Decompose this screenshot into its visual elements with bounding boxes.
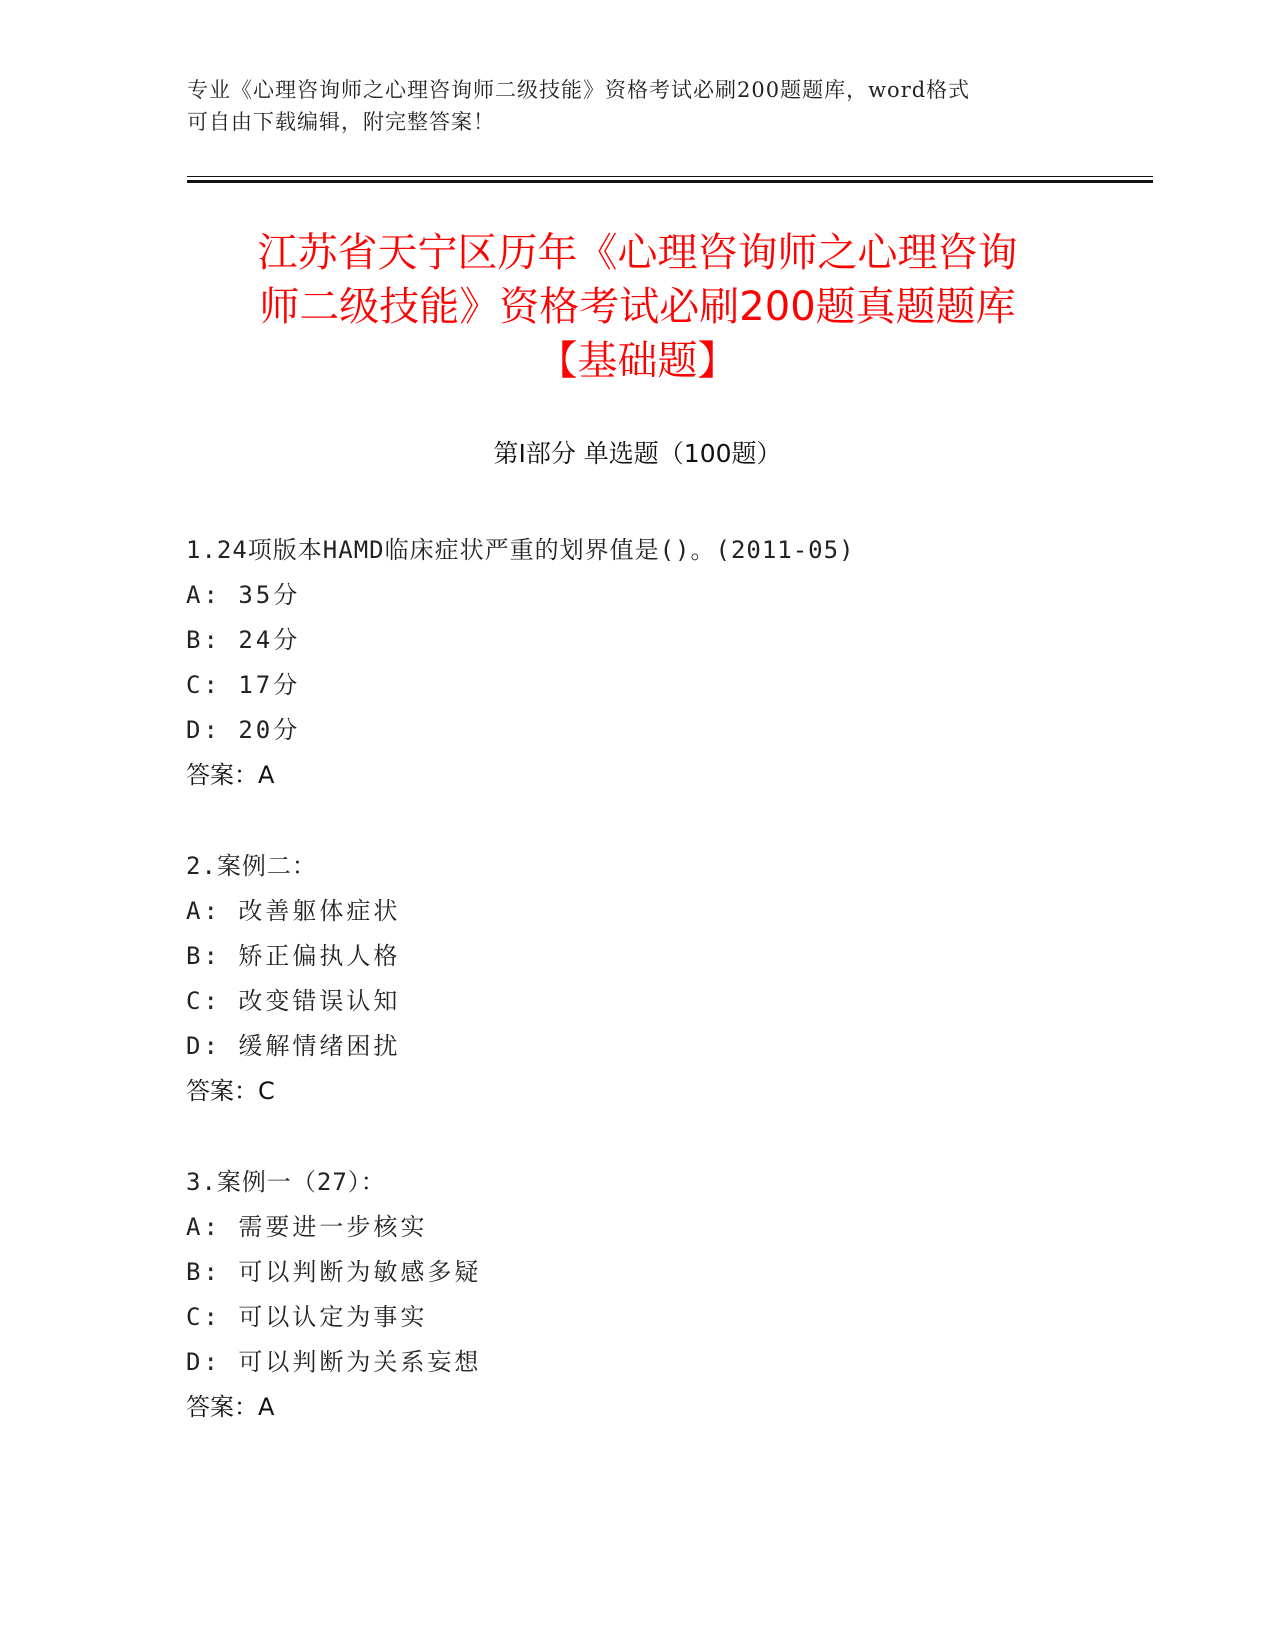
option-b: B: 24分 [186, 626, 301, 654]
option-c: C: 改变错误认知 [186, 987, 401, 1015]
document-title [150, 226, 1125, 388]
question-stem: 2.案例二： [186, 852, 317, 880]
option-c: C: 17分 [186, 671, 301, 699]
question-1 [186, 528, 1166, 798]
title-line-2: 师二级技能》资格考试必刷200题真题题库 [259, 284, 1016, 330]
option-a: A: 需要进一步核实 [186, 1213, 428, 1241]
option-b: B: 矫正偏执人格 [186, 942, 401, 970]
option-d: D: 可以判断为关系妄想 [186, 1348, 482, 1376]
question-3 [186, 1160, 1166, 1430]
header-note [187, 74, 1067, 138]
option-d: D: 缓解情绪困扰 [186, 1032, 401, 1060]
header-note-line-2: 可自由下载编辑，附完整答案！ [187, 110, 495, 134]
question-stem: 3.案例一（27）： [186, 1168, 386, 1196]
question-2 [186, 844, 1166, 1114]
title-line-1: 江苏省天宁区历年《心理咨询师之心理咨询 [257, 230, 1018, 276]
answer-label: 答案：A [186, 1393, 275, 1421]
header-divider-thick [187, 180, 1153, 183]
header-divider-thin [187, 176, 1153, 177]
header-note-line-1: 专业《心理咨询师之心理咨询师二级技能》资格考试必刷200题题库，word格式 [187, 78, 971, 102]
option-a: A: 35分 [186, 581, 301, 609]
answer-label: 答案：C [186, 1077, 275, 1105]
option-d: D: 20分 [186, 716, 301, 744]
section-heading: 第Ⅰ部分 单选题（100题） [493, 439, 782, 468]
question-list [186, 528, 1166, 1476]
answer-label: 答案：A [186, 761, 275, 789]
option-c: C: 可以认定为事实 [186, 1303, 428, 1331]
question-stem: 1.24项版本HAMD临床症状严重的划界值是()。(2011-05) [186, 536, 855, 564]
option-a: A: 改善躯体症状 [186, 897, 401, 925]
option-b: B: 可以判断为敏感多疑 [186, 1258, 482, 1286]
title-line-3: 【基础题】 [537, 338, 738, 384]
